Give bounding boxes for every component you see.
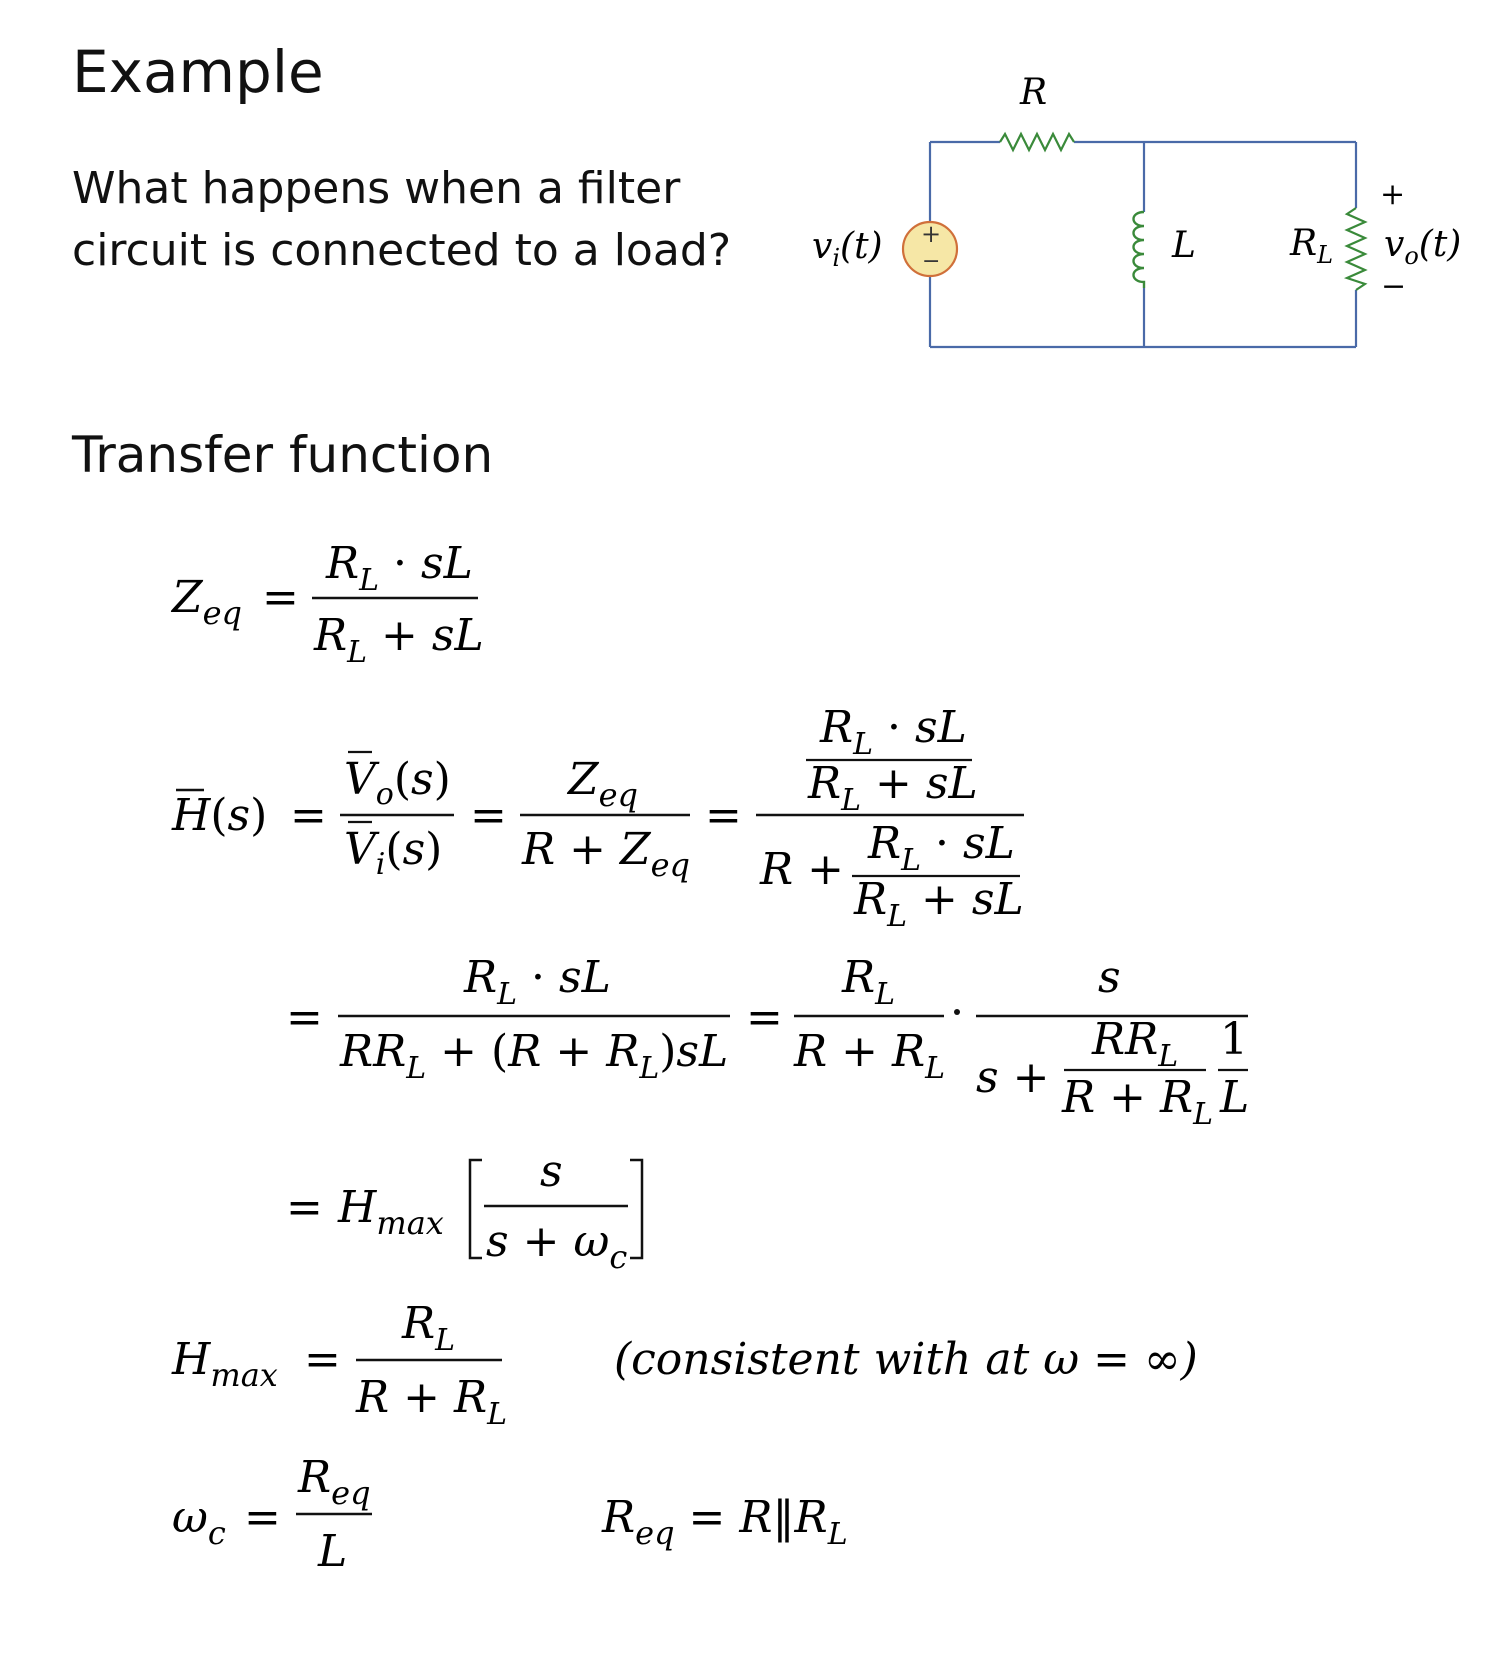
svg-text:RL · sL: $R_L$ · sL	[326, 538, 473, 598]
load-resistor-label: $R_L$	[1290, 223, 1334, 269]
output-minus-sign: −	[1381, 269, 1407, 304]
question-line-1: What happens when a filter	[72, 163, 681, 214]
svg-text:R + Zeq: $R + Z_{eq}$	[522, 824, 690, 884]
svg-text:=: =	[746, 992, 783, 1043]
equation-hmax-form	[286, 1146, 642, 1276]
svg-text:s: s	[540, 1146, 563, 1197]
consistency-note: (consistent with at ω = ∞)	[614, 1334, 1198, 1385]
svg-text:R + RL: $R + R_L$	[1062, 1072, 1214, 1132]
svg-text:=: =	[470, 790, 507, 841]
equation-hs-expanded	[286, 952, 1249, 1132]
svg-text:R + RL: $R + R_L$	[356, 1372, 508, 1432]
svg-text:1: 1	[1220, 1014, 1248, 1065]
source-minus-sign: −	[922, 249, 941, 274]
svg-text:RL: $R_L$	[842, 952, 896, 1012]
svg-text:R + RL: $R + R_L$	[794, 1026, 946, 1086]
svg-text:=: =	[705, 790, 742, 841]
resistor-r-label: R	[1020, 72, 1048, 113]
output-voltage-label: $v_o(t)$	[1384, 224, 1462, 270]
source-plus-sign: +	[921, 220, 942, 248]
svg-text:s: s	[1098, 952, 1121, 1003]
output-plus-sign: +	[1380, 177, 1406, 212]
svg-text:Zeq: $Z_{eq}$	[568, 754, 638, 814]
equation-hmax	[171, 1298, 507, 1432]
svg-text:Hmax: $H_{max}$	[338, 1182, 444, 1242]
svg-text:RL · sL: $R_L$ · sL	[868, 818, 1015, 878]
svg-text:RL + sL: $R_L$ + sL	[854, 874, 1024, 934]
page-title: Example	[72, 38, 324, 106]
svg-text:=: =	[304, 1334, 341, 1385]
svg-text:L: L	[318, 1526, 348, 1577]
svg-text:R +: R +	[760, 844, 844, 895]
svg-text:=: =	[262, 572, 299, 623]
inductor-label: L	[1172, 225, 1196, 266]
svg-text:L: L	[1220, 1072, 1250, 1123]
svg-text:Vi(s): $V_i(s)$	[344, 824, 443, 882]
svg-text:RL + sL: $R_L$ + sL	[314, 610, 484, 670]
svg-text:RRL + (R + RL)sL: $RR_L + (R + R_L)sL$	[340, 1026, 729, 1086]
equation-zeq	[170, 538, 484, 670]
svg-text:=: =	[286, 992, 323, 1043]
equation-hs	[171, 702, 1024, 934]
equation-req	[601, 1492, 848, 1552]
section-title: Transfer function	[72, 426, 494, 484]
svg-text:=: =	[244, 1492, 281, 1543]
svg-text:RL · sL: $R_L$ · sL	[464, 952, 611, 1012]
svg-text:Req = R‖RL: $R_{eq}$ = $R‖R_L$	[602, 1492, 848, 1552]
svg-text:RL: $R_L$	[402, 1298, 456, 1358]
svg-text:s + ωc: $s + \omega_c$	[486, 1216, 628, 1276]
svg-text:s +: s +	[976, 1052, 1050, 1103]
svg-text:=: =	[286, 1182, 323, 1233]
svg-text:RL + sL: $R_L$ + sL	[808, 758, 978, 818]
question-line-2: circuit is connected to a load?	[72, 225, 732, 276]
svg-text:ωc: $\omega_c$	[172, 1492, 226, 1552]
input-voltage-label: $v_i(t)$	[812, 226, 883, 272]
svg-text:Req: $R_{eq}$	[298, 1452, 371, 1512]
svg-text:Vo(s): $V_o(s)$	[344, 754, 451, 812]
equation-wc	[172, 1452, 372, 1577]
svg-text:H(s): H(s)	[172, 790, 268, 841]
svg-text:=: =	[290, 790, 327, 841]
svg-text:RRL: $RR_L$	[1092, 1014, 1179, 1074]
svg-text:RL · sL: $R_L$ · sL	[820, 702, 967, 762]
svg-text:Zeq: $Z_{eq}$	[172, 572, 242, 632]
svg-text:Hmax: $H_{max}$	[172, 1334, 278, 1394]
